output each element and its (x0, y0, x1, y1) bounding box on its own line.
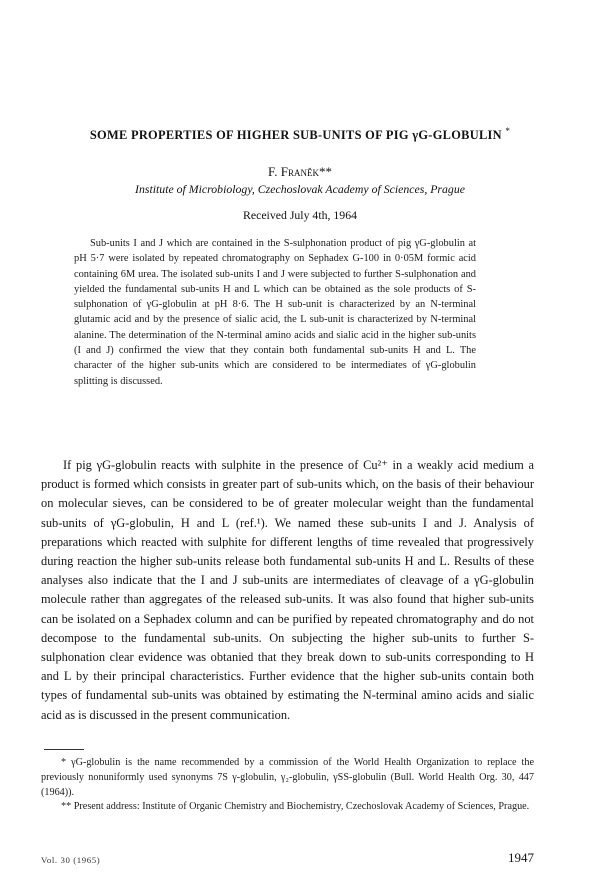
received-date: Received July 4th, 1964 (242, 208, 358, 222)
page-number: 1947 (508, 850, 534, 865)
title-footnote-mark: * (505, 126, 511, 136)
author-initial: F. (268, 164, 281, 179)
article-title-text: SOME PROPERTIES OF HIGHER SUB-UNITS OF PIG γG-GLOBULIN (89, 128, 502, 143)
author-affiliation: Institute of Microbiology, Czechoslovak Academy of Sciences, Prague (135, 182, 465, 196)
journal-reference: Vol. 30 (1965) (41, 855, 101, 865)
author-surname: Franěk (280, 164, 319, 179)
article-title (0, 126, 600, 143)
footnote-2: ** Present address: Institute of Organic Chemistry and Biochemistry, Czechoslovak Academy of Sciences, Prague. (61, 801, 530, 813)
author-line (0, 164, 600, 180)
abstract-paragraph: Sub-units I and J which are contained in the S-sulphonation product of pig γG-globulin at pH 5·7 were isolated by repeated chromatography on Sephadex G-100 in 0·05M formic acid containing 6M urea. The isolated sub-units I and J were subjected to further S-sulphonation and yielded the fundamental sub-units H and L which can be obtained as the sole products of S-sulphonation of γG-globulin at pH 8·6. The H sub-unit is characterized by an N-terminal glutamic acid and by the presence of sialic acid, the L sub-unit is characterized by N-terminal alanine. The determination of the N-terminal amino acids and sialic acid in the higher sub-units (I and J) confirmed the view that they contain both fundamental sub-units H and L. The character of the higher sub-units which are considered to be intermediates of γG-globulin splitting is discussed. (74, 238, 476, 387)
body-paragraph: If pig γG-globulin reacts with sulphite in the presence of Cu²⁺ in a weakly acid medium a product is formed which consists in greater part of sub-units which, on the basis of their behaviour on molecular sieves, can be considered to be of greater molecular weight than the fundamental sub-units of γG-globulin, H and L (ref.¹). We named these sub-units I and J. Analysis of preparations which reacted with sulphite for different lengths of time revealed that progressively during reaction the higher sub-units release both fundamental sub-units H and L. Results of these analyses also indicate that the I and J sub-units are intermediates of cleavage of a γG-globulin molecule rather than aggregates of the released sub-units. It was also found that higher sub-units can be isolated on a Sephadex column and can be purified by repeated chromatography and do not decompose to the fundamental sub-units. On subjecting the higher sub-units to further S-sulphonation clear evidence was obtanied that they break down to sub-units corresponding to H and L by their principal characteristics. Further evidence that the higher sub-units contain both types of fundamental sub-units was obtained by estimating the N-terminal amino acids and sialic acid as is discussed in the present communication. (41, 458, 534, 722)
author-footnote-mark: ** (318, 164, 332, 179)
footnotes (41, 756, 534, 815)
footnote-divider (44, 749, 84, 750)
footnote-1: * γG-globulin is the name recommended by a commission of the World Health Organization to replace the previously nonuniformly used synonyms 7S γ-globulin, γ₂-globulin, γSS-globulin (Bull. World Health Org. 30, 447 (1964)). (41, 757, 534, 798)
